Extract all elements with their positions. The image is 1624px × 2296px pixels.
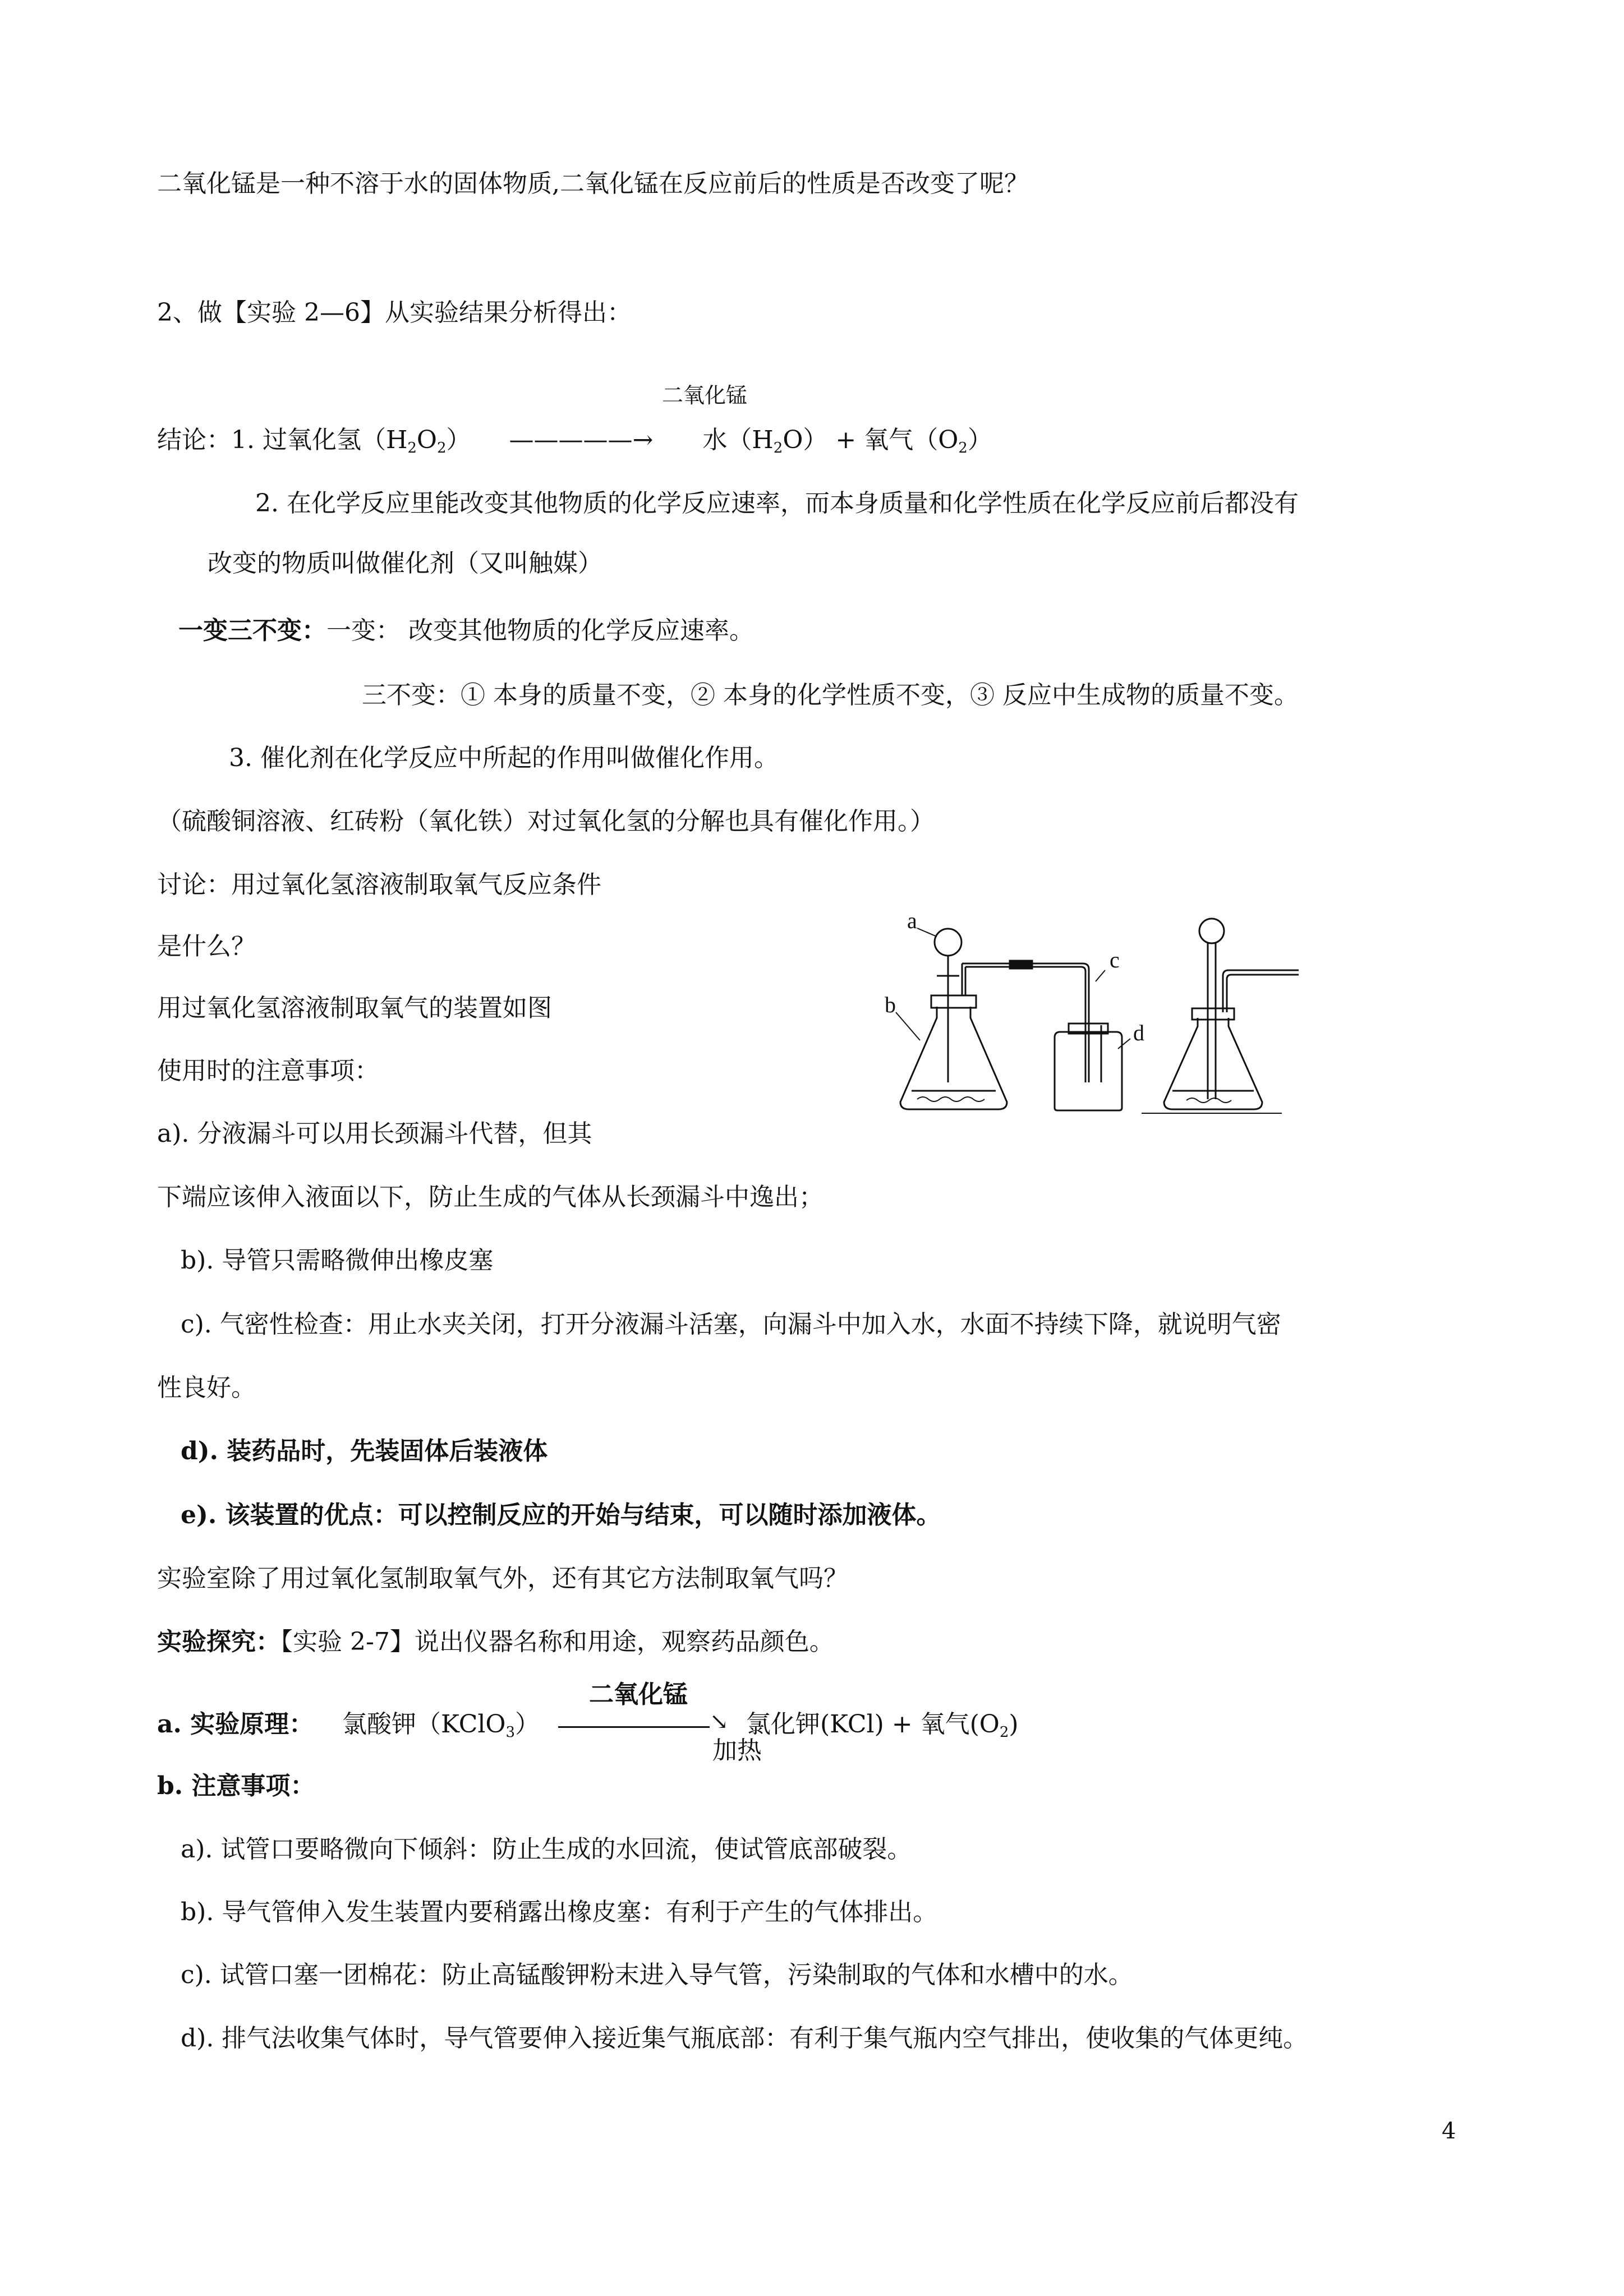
experiment-2-7-text: 【实验 2-7】说出仪器名称和用途，观察药品颜色。 bbox=[280, 1628, 834, 1656]
experiment-2-7-label: 实验探究： bbox=[157, 1628, 280, 1656]
o2-product-close: ) bbox=[1009, 1710, 1019, 1739]
conclusion-1-lead: 结论：1. 过氧化氢（H bbox=[157, 426, 408, 454]
discussion-line-1: 讨论：用过氧化氢溶液制取氧气反应条件 bbox=[157, 870, 601, 899]
water-sub: 2 bbox=[773, 440, 783, 457]
apparatus-intro: 用过氧化氢溶液制取氧气的装置如图 bbox=[157, 994, 552, 1022]
kclo3-lead: 氯酸钾（KClO bbox=[342, 1710, 506, 1739]
side-tube bbox=[1223, 970, 1299, 1012]
conclusion-2-line-2: 改变的物质叫做催化剂（又叫触媒） bbox=[208, 549, 602, 578]
water-tail: O） + 氧气（O bbox=[783, 426, 959, 454]
h2o2-mid: O bbox=[416, 426, 437, 454]
notes-title: b. 注意事项： bbox=[157, 1772, 315, 1800]
experiment-2-6-title: 2、做【实验 2—6】从实验结果分析得出： bbox=[157, 298, 632, 327]
discussion-line-2: 是什么？ bbox=[157, 932, 256, 961]
clamp bbox=[1010, 961, 1032, 969]
h2o2-sub-1: 2 bbox=[407, 440, 417, 457]
funnel-bulb bbox=[935, 929, 961, 956]
item-d: d). 装药品时，先装固体后装液体 bbox=[181, 1437, 548, 1465]
three-unchanged-line: 三不变：① 本身的质量不变，② 本身的化学性质不变，③ 反应中生成物的质量不变。 bbox=[362, 681, 1299, 709]
apparatus-figure bbox=[884, 897, 1299, 1122]
note-a: a). 试管口要略微向下倾斜：防止生成的水回流，使试管底部破裂。 bbox=[181, 1835, 912, 1864]
intro-line: 二氧化锰是一种不溶于水的固体物质,二氧化锰在反应前后的性质是否改变了呢？ bbox=[157, 169, 1029, 198]
precautions-title: 使用时的注意事项： bbox=[157, 1057, 379, 1085]
catalyst-note: （硫酸铜溶液、红砖粉（氧化铁）对过氧化氢的分解也具有催化作用。） bbox=[157, 807, 935, 836]
principle-label: a. 实验原理： bbox=[157, 1710, 314, 1739]
note-d: d). 排气法收集气体时，导气管要伸入接近集气瓶底部：有利于集气瓶内空气排出，使收集的气体更纯。 bbox=[181, 2024, 1308, 2053]
h2o2-close: ） bbox=[446, 426, 471, 454]
item-c-line-1: c). 气密性检查：用止水夹关闭，打开分液漏斗活塞，向漏斗中加入水，水面不持续下降，就说明气密 bbox=[181, 1310, 1281, 1339]
principle-reactant bbox=[342, 1708, 540, 1749]
note-b: b). 导气管伸入发生装置内要稍露出橡皮塞：有利于产生的气体排出。 bbox=[181, 1898, 938, 1926]
label-b: b bbox=[885, 992, 896, 1017]
conclusion-2-line-1: 2. 在化学反应里能改变其他物质的化学反应速率，而本身质量和化学性质在化学反应前后都没有 bbox=[255, 489, 1299, 518]
reaction-arrow: —————→ bbox=[509, 426, 654, 454]
principle-arrow-line bbox=[558, 1726, 710, 1728]
flask-2 bbox=[1164, 1018, 1262, 1109]
o2-close: ） bbox=[967, 426, 992, 454]
conclusion-3: 3. 催化剂在化学反应中所起的作用叫做催化作用。 bbox=[229, 744, 779, 772]
label-a: a bbox=[907, 908, 917, 933]
o2-sub: 2 bbox=[958, 440, 968, 457]
conclusion-1 bbox=[157, 423, 992, 465]
kclo3-close: ） bbox=[515, 1710, 540, 1739]
one-change-text: 一变： 改变其他物质的化学反应速率。 bbox=[326, 616, 754, 645]
water-lead: 水（H bbox=[702, 426, 774, 454]
long-funnel-bulb bbox=[1199, 919, 1224, 943]
page-number: 4 bbox=[1442, 2118, 1456, 2144]
label-d: d bbox=[1133, 1020, 1144, 1045]
h2o2-sub-2: 2 bbox=[436, 440, 447, 457]
label-c: c bbox=[1110, 947, 1120, 972]
kclo3-sub: 3 bbox=[505, 1724, 516, 1741]
note-c: c). 试管口塞一团棉花：防止高锰酸钾粉末进入导气管，污染制取的气体和水槽中的水。 bbox=[181, 1961, 1133, 1989]
other-methods-question: 实验室除了用过氧化氢制取氧气外，还有其它方法制取氧气吗？ bbox=[157, 1564, 848, 1593]
item-b: b). 导管只需略微伸出橡皮塞 bbox=[181, 1246, 494, 1275]
item-a-line-2: 下端应该伸入液面以下，防止生成的气体从长颈漏斗中逸出； bbox=[157, 1183, 823, 1211]
item-a-line-1: a). 分液漏斗可以用长颈漏斗代替，但其 bbox=[157, 1119, 592, 1148]
apparatus-drawing bbox=[884, 897, 1299, 1122]
catalyst-label: 二氧化锰 bbox=[662, 383, 748, 408]
principle-product bbox=[746, 1708, 1019, 1749]
principle-arrow-head: ↘ bbox=[710, 1709, 729, 1735]
experiment-2-7-line bbox=[157, 1625, 834, 1659]
o2-product-sub: 2 bbox=[999, 1724, 1009, 1741]
one-change-label: 一变三不变： bbox=[178, 616, 326, 645]
kcl-o2-lead: 氯化钾(KCl) + 氧气(O bbox=[746, 1710, 1000, 1739]
item-e: e). 该装置的优点：可以控制反应的开始与结束，可以随时添加液体。 bbox=[181, 1501, 941, 1529]
principle-condition: 加热 bbox=[712, 1736, 762, 1765]
item-c-line-2: 性良好。 bbox=[157, 1373, 256, 1402]
flask-1-stopper bbox=[931, 995, 976, 1008]
flask-1 bbox=[900, 1007, 1007, 1109]
principle-catalyst: 二氧化锰 bbox=[589, 1680, 688, 1709]
one-change-line bbox=[178, 614, 754, 648]
